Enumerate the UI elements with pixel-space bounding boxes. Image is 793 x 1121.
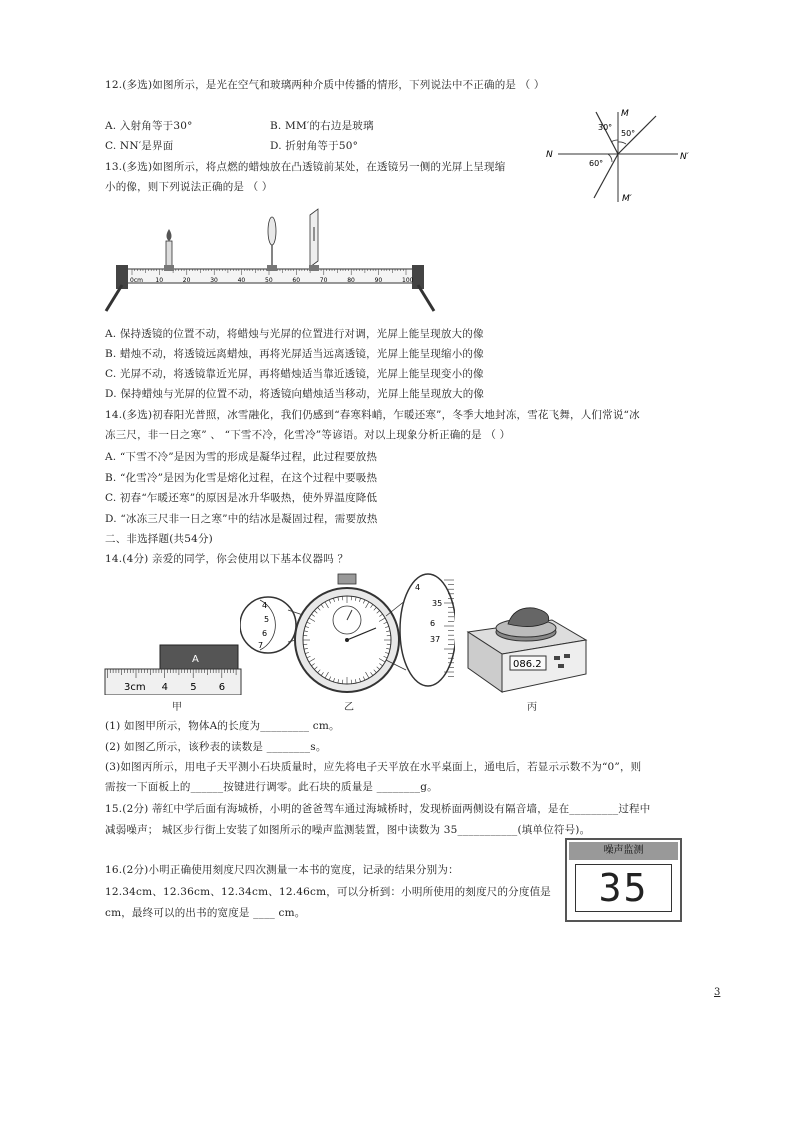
q12-option-c: C. NN′是界面 — [105, 140, 174, 152]
ruler-figure — [100, 570, 245, 695]
q15-line1: 15.(2分) 蒂红中学后面有海城桥，小明的爸爸驾车通过海城桥时，发现桥面两侧设有隔音墙，是在_________过程中 — [105, 803, 651, 815]
angle-50: 50° — [621, 129, 636, 138]
q14a-option-c: C. 初春“乍暖还寒”的原因是冰升华吸热，使外界温度降低 — [105, 492, 378, 504]
figure-caption-bing: 丙 — [527, 702, 537, 713]
small-dial-7: 7 — [258, 641, 264, 650]
q12-option-d: D. 折射角等于50° — [270, 140, 359, 152]
q12-stem: 12.(多选)如图所示，是光在空气和玻璃两种介质中传播的情形，下列说法中不正确的是 （ ） — [105, 79, 545, 91]
figure-caption-jia: 甲 — [172, 702, 182, 713]
bench-label: 60 — [292, 277, 301, 284]
small-dial-4: 4 — [262, 601, 268, 610]
noise-monitor-title: 噪声监测 — [569, 842, 678, 860]
ruler-label: 4 — [161, 682, 168, 693]
block-label: A — [192, 654, 199, 665]
q15-line2: 减弱噪声； 城区步行街上安装了如图所示的噪声监测装置，图中读数为 35___________(填单位符号)。 — [105, 824, 591, 836]
bench-label: 30 — [210, 277, 218, 284]
big-dial-37: 37 — [430, 635, 441, 644]
angle-30: 30° — [598, 123, 613, 132]
bench-label: 70 — [319, 277, 328, 284]
q14b-sub3-line2: 需按一下面板上的______按键进行调零。此石块的质量是 ________g。 — [105, 781, 438, 793]
label-n: N — [546, 150, 553, 160]
q14b-sub3-line1: (3)如图丙所示，用电子天平测小石块质量时，应先将电子天平放在水平桌面上，通电后，若显示示数不为“0”，则 — [105, 761, 642, 773]
q13-stem-line2: 小的像，则下列说法正确的是 （ ） — [105, 181, 273, 193]
label-m: M — [621, 109, 629, 119]
section-heading: 二、非选择题(共54分) — [105, 533, 213, 545]
q13-option-c: C. 光屏不动，将透镜靠近光屏，再将蜡烛适当靠近透镜，光屏上能呈现变小的像 — [105, 368, 484, 380]
q14a-option-b: B. “化雪冷”是因为化雪是熔化过程，在这个过程中要吸热 — [105, 472, 378, 484]
q16-line1: 16.(2分)小明正确使用刻度尺四次测量一本书的宽度，记录的结果分别为： — [105, 864, 459, 876]
bench-label: 90 — [374, 277, 383, 284]
ruler-label: 6 — [218, 682, 226, 693]
bench-label: 100 — [402, 277, 414, 284]
q13-option-d: D. 保持蜡烛与光屏的位置不动，将透镜向蜡烛适当移动，光屏上能呈现放大的像 — [105, 388, 485, 400]
big-dial-35: 35 — [432, 599, 443, 608]
noise-monitor — [565, 838, 682, 922]
figure-caption-yi: 乙 — [344, 702, 354, 713]
bench-label: 10 — [155, 277, 164, 284]
bench-label: 40 — [237, 277, 246, 284]
q13-stem-line1: 13.(多选)如图所示，将点燃的蜡烛放在凸透镜前某处，在透镜另一侧的光屏上呈现缩 — [105, 161, 506, 173]
angle-60: 60° — [589, 159, 604, 168]
bench-label: 20 — [182, 277, 191, 284]
q12-option-b: B. MM′的右边是玻璃 — [270, 120, 374, 132]
q13-option-a: A. 保持透镜的位置不动，将蜡烛与光屏的位置进行对调，光屏上能呈现放大的像 — [105, 328, 484, 340]
q14b-sub1: (1) 如图甲所示，物体A的长度为_________ cm。 — [105, 720, 340, 732]
bench-label: 50 — [265, 277, 273, 284]
q16-line3: cm，最终可以的出书的宽度是 ____ cm。 — [105, 907, 306, 919]
bench-label: 0cm — [130, 277, 143, 284]
small-dial-6: 6 — [262, 629, 268, 638]
ruler-label: 3cm — [124, 682, 146, 693]
stopwatch-figure — [240, 570, 455, 700]
q14a-option-d: D. “冰冻三尺非一日之寒”中的结冰是凝固过程，需要放热 — [105, 513, 378, 525]
label-m-prime: M′ — [622, 194, 632, 204]
big-dial-4: 4 — [415, 583, 421, 592]
q12-option-a: A. 入射角等于30° — [105, 120, 193, 132]
q14b-stem: 14.(4分) 亲爱的同学，你会使用以下基本仪器吗 ？ — [105, 553, 349, 565]
refraction-diagram — [538, 104, 698, 204]
scale-display: 086.2 — [513, 659, 542, 670]
q14a-stem-line1: 14.(多选)初春阳光普照，冰雪融化，我们仍感到“春寒料峭，乍暖还寒”，冬季大地封冻，雪花飞舞，人们常说“冰 — [105, 409, 640, 421]
q14a-stem-line2: 冻三尺，非一日之寒” 、 “下雪不冷，化雪冷”等谚语。对以上现象分析正确的是 （ ） — [105, 429, 511, 441]
q14a-option-a: A. “下雪不冷”是因为雪的形成是凝华过程，此过程要放热 — [105, 451, 378, 463]
small-dial-5: 5 — [264, 615, 270, 624]
page-number: 3 — [714, 987, 721, 998]
q14b-sub2: (2) 如图乙所示，该秒表的读数是 ________s。 — [105, 741, 327, 753]
ruler-label: 5 — [190, 682, 197, 693]
electronic-scale-figure — [462, 592, 592, 696]
bench-label: 80 — [347, 277, 355, 284]
optical-bench-figure — [100, 205, 440, 317]
big-dial-6: 6 — [430, 619, 436, 628]
label-n-prime: N′ — [680, 152, 689, 162]
noise-monitor-value: 35 — [575, 864, 672, 912]
q13-option-b: B. 蜡烛不动，将透镜远离蜡烛，再将光屏适当远离透镜，光屏上能呈现缩小的像 — [105, 348, 484, 360]
q16-line2: 12.34cm、12.36cm、12.34cm、12.46cm，可以分析到：小明所使用的刻度尺的分度值是 — [105, 886, 551, 898]
